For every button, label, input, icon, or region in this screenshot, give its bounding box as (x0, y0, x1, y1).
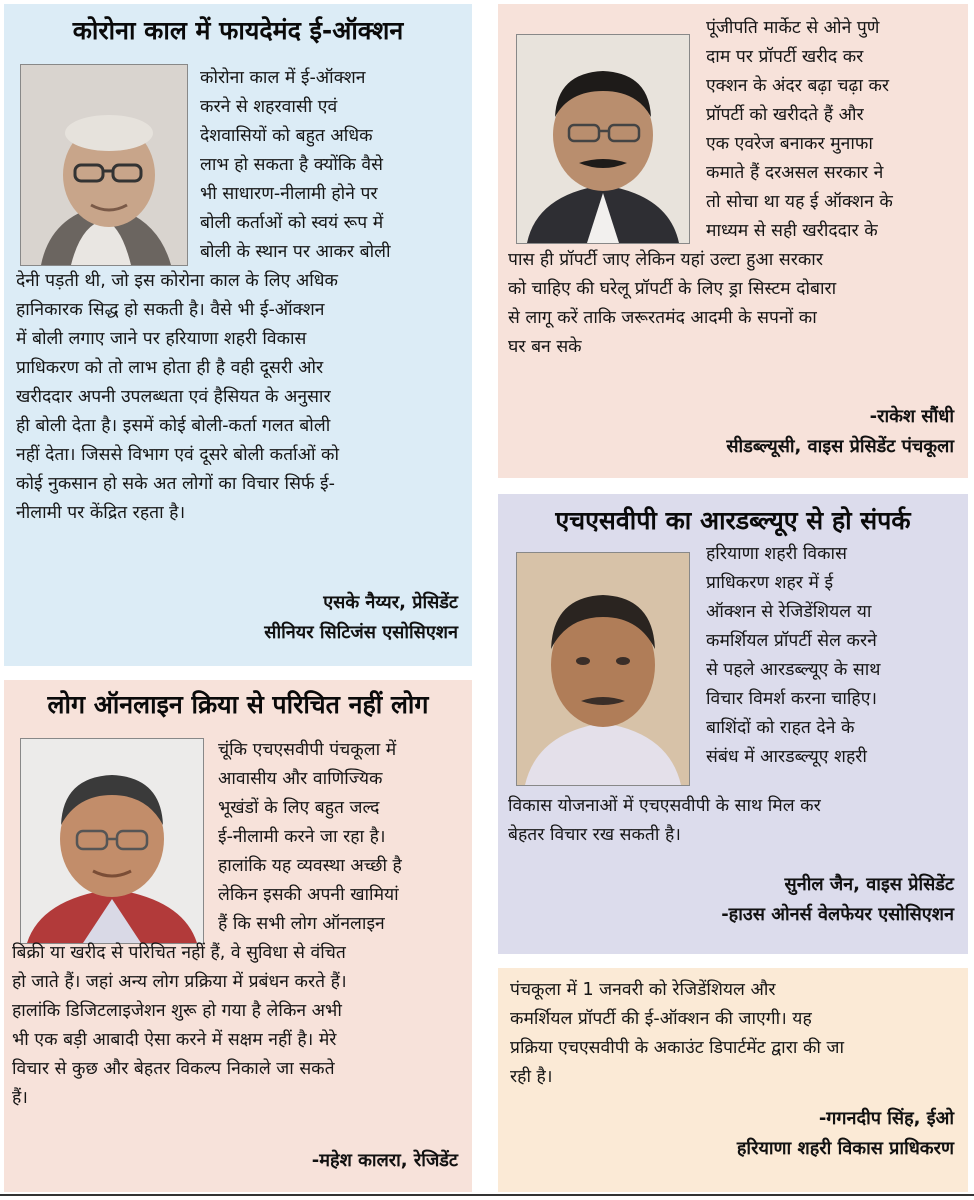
body-line: प्राधिकरण को तो लाभ होता ही है वही दूसरी ओर (16, 358, 324, 378)
article-headline: कोरोना काल में फायदेमंद ई-ऑक्शन (72, 16, 404, 45)
body-line: देनी पड़ती थी, जो इस कोरोना काल के लिए अधिक (16, 271, 338, 291)
byline (721, 870, 954, 930)
body-line: बोली के स्थान पर आकर बोली (200, 242, 391, 262)
article-body-lower (508, 792, 821, 850)
body-line: प्रॉपर्टी को खरीदते हैं और (706, 105, 864, 125)
byline-name: -गगनदीप सिंह, ईओ (818, 1108, 954, 1129)
byline-org: सीनियर सिटिजंस एसोसिएशन (264, 622, 458, 643)
body-line: से लागू करें ताकि जरूरतमंद आदमी के सपनों का (508, 308, 817, 328)
body-line: कोई नुकसान हो सके अत लोगों का विचार सिर्फ ई- (16, 474, 335, 494)
body-line: देशवासियों को बहुत अधिक (200, 126, 373, 146)
byline-org: हरियाणा शहरी विकास प्राधिकरण (736, 1138, 954, 1159)
article-body-upper (218, 736, 402, 939)
body-line: करने से शहरवासी एवं (200, 97, 338, 117)
body-line: में बोली लगाए जाने पर हरियाणा शहरी विकास (16, 329, 307, 349)
article-e-auction-benefit (4, 4, 472, 666)
article-property-purchase (498, 4, 968, 478)
body-line: प्राधिकरण शहर में ई (706, 573, 834, 593)
body-line: बिक्री या खरीद से परिचित नहीं हैं, वे सुविधा से वंचित (12, 943, 346, 963)
body-line: पास ही प्रॉपर्टी जाए लेकिन यहां उल्टा हुआ सरकार (508, 250, 823, 270)
body-line: प्रक्रिया एचएसवीपी के अकाउंट डिपार्टमेंट द्वारा की जा (510, 1038, 845, 1058)
body-line: कमर्शियल प्रॉपर्टी सेल करने (706, 631, 877, 651)
body-line: ऑक्शन से रेजिडेंशियल या (706, 602, 872, 622)
body-line: बाशिंदों को राहत देने के (706, 718, 855, 738)
article-hsvp-rwa-contact (498, 494, 968, 954)
article-body-upper (200, 64, 391, 267)
body-line: विचार से कुछ और बेहतर विकल्प निकाले जा सकते (12, 1059, 335, 1079)
byline-name: -महेश कालरा, रेजिडेंट (311, 1150, 458, 1171)
body-line: खरीददार अपनी उपलब्धता एवं हैसियत के अनुसार (16, 387, 331, 407)
body-line: कमर्शियल प्रॉपर्टी की ई-ऑक्शन की जाएगी। यह (510, 1009, 812, 1029)
article-body-lower (16, 267, 339, 528)
body-line: हालांकि यह व्यवस्था अच्छी है (218, 856, 402, 876)
article-body-upper (706, 540, 880, 772)
body-line: हैं। (12, 1088, 28, 1108)
article-body-lower (508, 246, 836, 362)
body-line: लाभ हो सकता है क्योंकि वैसे (200, 155, 383, 175)
article-january-auction (498, 968, 968, 1192)
body-line: बेहतर विचार रख सकती है। (508, 825, 681, 845)
byline-name: -राकेश सौंधी (869, 406, 954, 427)
body-line: माध्यम से सही खरीददार के (706, 221, 878, 241)
byline-org: -हाउस ओनर्स वेलफेयर एसोसिएशन (721, 904, 954, 925)
body-line: पूंजीपति मार्केट से ओने पुणे (706, 18, 880, 38)
body-line: संबंध में आरडब्ल्यूए शहरी (706, 747, 867, 767)
body-line: भी साधारण-नीलामी होने पर (200, 184, 378, 204)
body-line: रही है। (510, 1067, 553, 1087)
byline (737, 1104, 954, 1164)
article-headline: एचएसवीपी का आरडब्ल्यूए से हो संपर्क (555, 506, 911, 535)
body-line: से पहले आरडब्ल्यूए के साथ (706, 660, 881, 680)
body-line: कमाते हैं दरअसल सरकार ने (706, 163, 884, 183)
body-line: नीलामी पर केंद्रित रहता है। (16, 503, 186, 523)
bottom-divider (0, 1194, 974, 1196)
article-online-unfamiliarity (4, 680, 472, 1192)
body-line: हरियाणा शहरी विकास (706, 544, 847, 564)
body-line: कोरोना काल में ई-ऑक्शन (200, 68, 366, 88)
body-line: विचार विमर्श करना चाहिए। (706, 689, 878, 709)
body-line: को चाहिए की घरेलू प्रॉपर्टी के लिए ड्रा सिस्टम दोबारा (508, 279, 837, 299)
article-body (510, 976, 844, 1092)
body-line: हालांकि डिजिटलाइजेशन शुरू हो गया है लेकिन अभी (12, 1001, 342, 1021)
body-line: दाम पर प्रॉपर्टी खरीद कर (706, 47, 864, 67)
portrait-photo (20, 64, 188, 266)
body-line: भी एक बड़ी आबादी ऐसा करने में सक्षम नहीं है। मेरे (12, 1030, 337, 1050)
body-line: विकास योजनाओं में एचएसवीपी के साथ मिल कर (508, 796, 821, 816)
byline-name: एसके नैय्यर, प्रेसिडेंट (323, 592, 458, 613)
body-line: भूखंडों के लिए बहुत जल्द (218, 798, 380, 818)
article-body-lower (12, 939, 347, 1113)
body-line: ई-नीलामी करने जा रहा है। (218, 827, 386, 847)
body-line: लेकिन इसकी अपनी खामियां (218, 885, 399, 905)
body-line: पंचकूला में 1 जनवरी को रेजिडेंशियल और (510, 980, 776, 1000)
byline (312, 1146, 458, 1176)
body-line: एक एवरेज बनाकर मुनाफा (706, 134, 873, 154)
byline-name: सुनील जैन, वाइस प्रेसिडेंट (784, 874, 954, 895)
body-line: हो जाते हैं। जहां अन्य लोग प्रक्रिया में प्रबंधन करते हैं। (12, 972, 347, 992)
byline-org: सीडब्ल्यूसी, वाइस प्रेसिडेंट पंचकूला (726, 436, 954, 457)
body-line: बोली कर्ताओं को स्वयं रूप में (200, 213, 384, 233)
article-body-upper (706, 14, 893, 246)
portrait-photo (516, 34, 690, 244)
body-line: आवासीय और वाणिज्यिक (218, 769, 383, 789)
body-line: एक्शन के अंदर बढ़ा चढ़ा कर (706, 76, 890, 96)
body-line: हैं कि सभी लोग ऑनलाइन (218, 914, 385, 934)
article-headline: लोग ऑनलाइन क्रिया से परिचित नहीं लोग (47, 690, 429, 719)
body-line: नहीं देता। जिससे विभाग एवं दूसरे बोली कर्ताओं को (16, 445, 340, 465)
portrait-photo (20, 738, 204, 944)
body-line: घर बन सके (508, 337, 582, 357)
body-line: ही बोली देता है। इसमें कोई बोली-कर्ता गलत बोली (16, 416, 331, 436)
body-line: तो सोचा था यह ई ऑक्शन के (706, 192, 893, 212)
portrait-photo (516, 552, 690, 786)
body-line: चूंकि एचएसवीपी पंचकूला में (218, 740, 397, 760)
body-line: हानिकारक सिद्ध हो सकती है। वैसे भी ई-ऑक्शन (16, 300, 325, 320)
byline (264, 588, 458, 648)
byline (726, 402, 954, 462)
